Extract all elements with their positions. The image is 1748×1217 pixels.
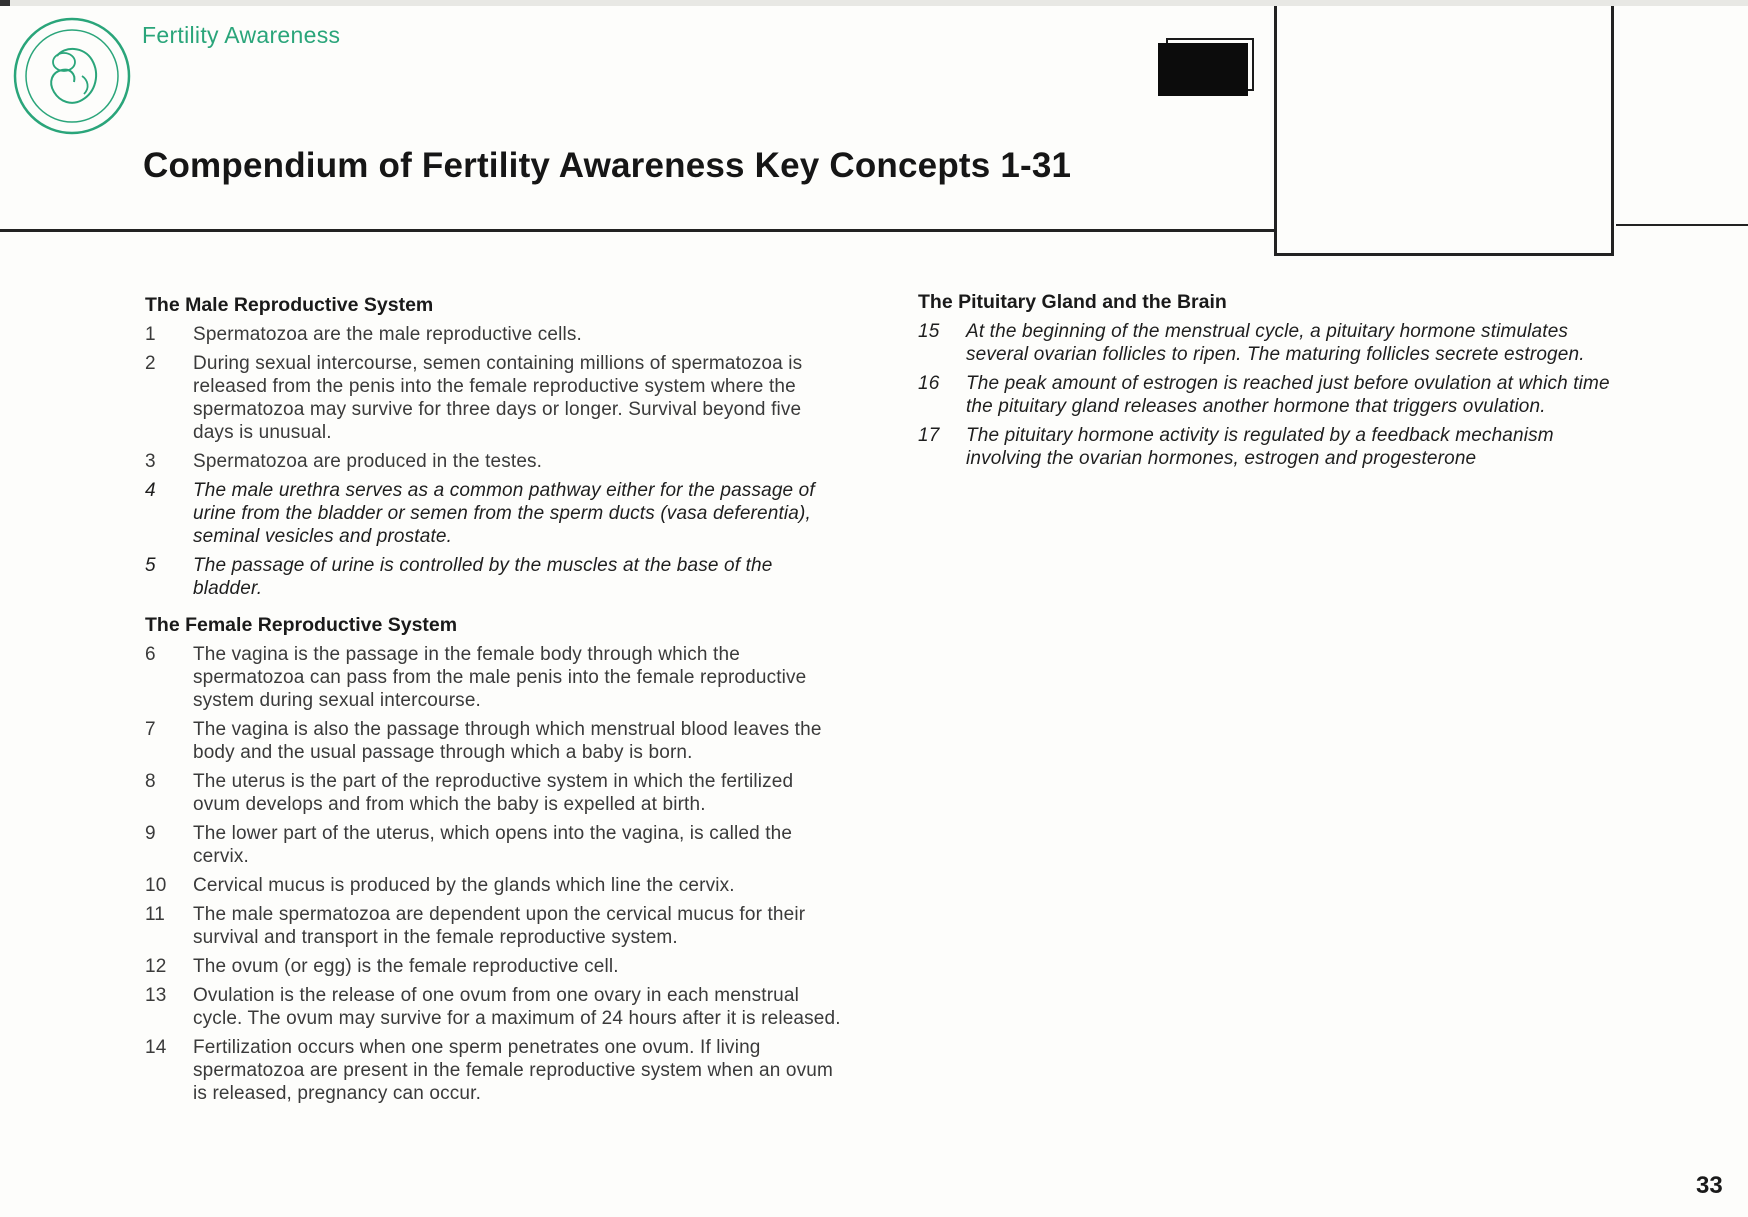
concept-number: 6 xyxy=(145,644,156,665)
concept-number: 9 xyxy=(145,823,156,844)
concept-item xyxy=(145,554,845,600)
concept-item xyxy=(145,352,845,444)
concept-number: 13 xyxy=(145,985,167,1006)
concept-number: 11 xyxy=(145,904,166,925)
concept-item xyxy=(145,770,845,816)
section-tab xyxy=(1158,43,1248,96)
concept-text: During sexual intercourse, semen containing millions of spermatozoa is released from the penis into the female reproductive system where the spermatozoa may survive for three days or longer. Survival beyond five days is unusual. xyxy=(193,353,803,443)
concept-item xyxy=(145,822,845,868)
concept-item xyxy=(918,372,1618,418)
section-heading-female: The Female Reproductive System xyxy=(145,614,458,636)
concept-item xyxy=(145,874,845,897)
concept-text: The vagina is also the passage through which menstrual blood leaves the body and the usual passage through which a baby is born. xyxy=(193,719,822,763)
concept-text: Cervical mucus is produced by the glands which line the cervix. xyxy=(193,875,735,896)
concept-item xyxy=(145,323,845,346)
concept-item xyxy=(145,1036,845,1105)
top-mark xyxy=(0,0,10,6)
header-rule xyxy=(0,229,1276,232)
concept-text: The ovum (or egg) is the female reproductive cell. xyxy=(193,956,619,977)
left-column xyxy=(145,294,845,1111)
concept-text: The pituitary hormone activity is regulated by a feedback mechanism involving the ovarian hormones, estrogen and progesterone xyxy=(966,425,1554,469)
header-rule-right xyxy=(1616,224,1748,226)
concept-item xyxy=(918,424,1618,470)
series-title: Fertility Awareness xyxy=(142,22,341,48)
page-title: Compendium of Fertility Awareness Key Concepts 1-31 xyxy=(143,146,1072,185)
concept-number: 15 xyxy=(918,321,940,342)
concept-text: Spermatozoa are produced in the testes. xyxy=(193,451,543,472)
concept-number: 1 xyxy=(145,324,156,345)
concept-text: At the beginning of the menstrual cycle, a pituitary hormone stimulates several ovarian follicles to ripen. The maturing follicles secrete estrogen. xyxy=(966,321,1585,365)
concept-number: 8 xyxy=(145,771,156,792)
concept-number: 3 xyxy=(145,451,156,472)
concept-text: The lower part of the uterus, which opens into the vagina, is called the cervix. xyxy=(193,823,793,867)
page-number: 33 xyxy=(1696,1172,1723,1199)
concept-item xyxy=(145,903,845,949)
concept-text: The passage of urine is controlled by the muscles at the base of the bladder. xyxy=(193,555,773,599)
concept-number: 10 xyxy=(145,875,167,896)
concept-item xyxy=(145,718,845,764)
concept-text: The male urethra serves as a common pathway either for the passage of urine from the bladder or semen from the sperm ducts (vasa deferentia), seminal vesicles and prostate. xyxy=(193,480,815,547)
concept-text: Ovulation is the release of one ovum from one ovary in each menstrual cycle. The ovum may survive for a maximum of 24 hours after it is released. xyxy=(193,985,841,1029)
right-column xyxy=(918,291,1618,476)
fetus-circle-icon xyxy=(12,16,132,136)
margin-frame xyxy=(1274,6,1614,256)
concept-item xyxy=(145,643,845,712)
concept-number: 7 xyxy=(145,719,156,740)
concept-item xyxy=(145,984,845,1030)
section-heading-male: The Male Reproductive System xyxy=(145,294,434,316)
concept-text: Spermatozoa are the male reproductive cells. xyxy=(193,324,582,345)
concept-number: 12 xyxy=(145,956,167,977)
concept-text: The uterus is the part of the reproductive system in which the fertilized ovum develops and from which the baby is expelled at birth. xyxy=(193,771,794,815)
concept-text: The vagina is the passage in the female body through which the spermatozoa can pass from the male penis into the female reproductive system during sexual intercourse. xyxy=(193,644,807,711)
concept-number: 17 xyxy=(918,425,940,446)
concept-number: 5 xyxy=(145,555,156,576)
concept-item xyxy=(145,450,845,473)
concept-item xyxy=(145,479,845,548)
concept-item xyxy=(145,955,845,978)
concept-number: 16 xyxy=(918,373,940,394)
concept-text: Fertilization occurs when one sperm penetrates one ovum. If living spermatozoa are present in the female reproductive system when an ovum is released, pregnancy can occur. xyxy=(193,1037,833,1104)
concept-number: 2 xyxy=(145,353,156,374)
concept-number: 14 xyxy=(145,1037,167,1058)
concept-text: The peak amount of estrogen is reached just before ovulation at which time the pituitary gland releases another hormone that triggers ovulation. xyxy=(966,373,1610,417)
section-heading-pituitary: The Pituitary Gland and the Brain xyxy=(918,291,1227,313)
concept-text: The male spermatozoa are dependent upon the cervical mucus for their survival and transport in the female reproductive system. xyxy=(193,904,806,948)
concept-item xyxy=(918,320,1618,366)
concept-number: 4 xyxy=(145,480,156,501)
